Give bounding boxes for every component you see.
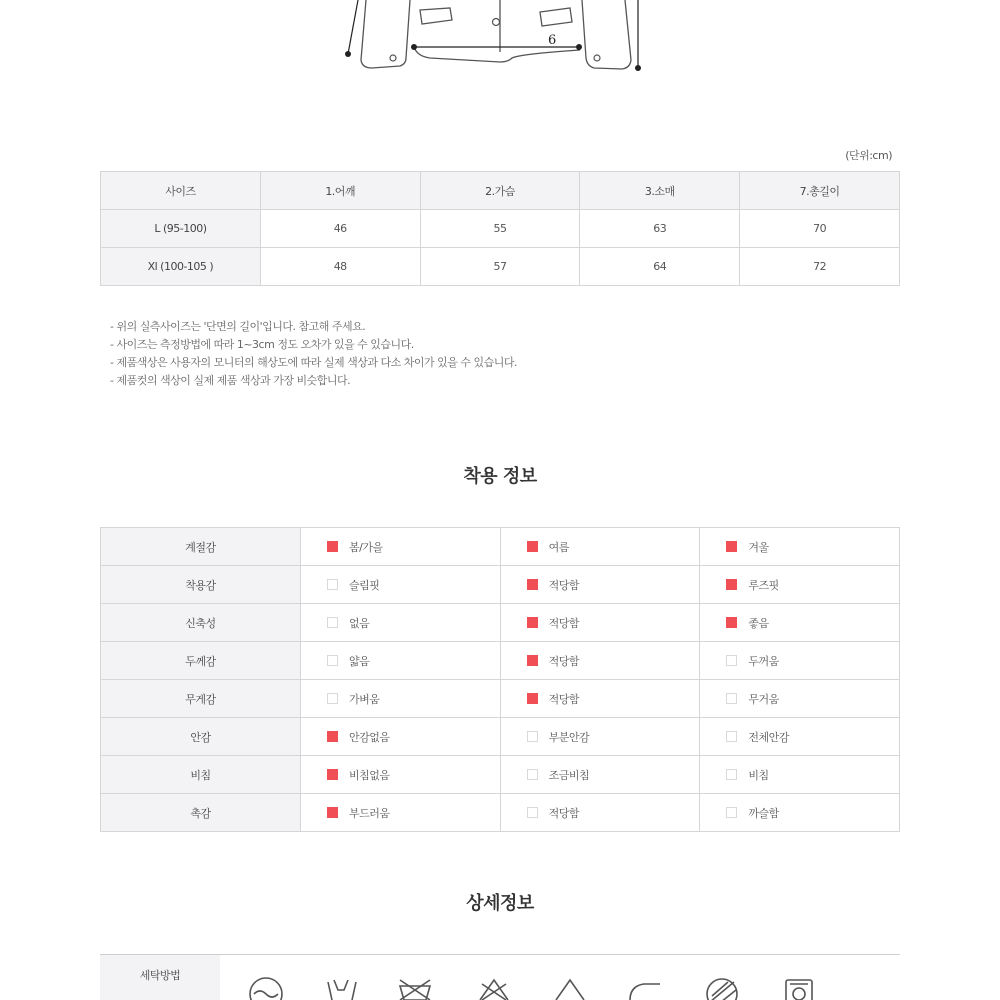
- button-top: [493, 19, 500, 26]
- tumble-dry-icon: [786, 980, 812, 1000]
- wear-option: [700, 642, 900, 680]
- unchecked-box-icon: [327, 617, 338, 628]
- table-row: [101, 604, 900, 642]
- wear-option: [301, 528, 501, 566]
- wear-option-label: 부분안감: [548, 730, 590, 744]
- wear-option: [500, 680, 700, 718]
- checked-box-icon: [527, 541, 538, 552]
- checked-box-icon: [327, 541, 338, 552]
- size-name: L (95-100): [101, 210, 261, 248]
- wear-option-label: 없음: [349, 616, 370, 630]
- wear-option-label: 두꺼움: [748, 654, 779, 668]
- no-dry-clean-icon: [707, 979, 737, 1000]
- wear-option-label: 가벼움: [349, 692, 380, 706]
- hem-measure-dot-right: [576, 44, 582, 50]
- size-name: Xl (100-105 ): [101, 248, 261, 286]
- unchecked-box-icon: [327, 579, 338, 590]
- wear-option: [301, 680, 501, 718]
- wear-attribute-label: 비침: [101, 756, 301, 794]
- unchecked-box-icon: [726, 769, 737, 780]
- wear-option: [700, 756, 900, 794]
- wear-option: [500, 718, 700, 756]
- wear-option-label: 루즈핏: [748, 578, 779, 592]
- size-notes: [110, 318, 517, 390]
- wear-option: [301, 794, 501, 832]
- checked-box-icon: [527, 693, 538, 704]
- wear-option-label: 비침없음: [349, 768, 390, 782]
- wear-attribute-label: 착용감: [101, 566, 301, 604]
- header-chest: 2.가슴: [420, 172, 580, 210]
- wear-option-label: 봄/가을: [349, 540, 383, 554]
- table-row: [101, 528, 900, 566]
- sleeve-measure-dot: [345, 51, 351, 57]
- checked-box-icon: [527, 617, 538, 628]
- wear-info-table: [100, 527, 900, 832]
- size-value: 48: [260, 248, 420, 286]
- no-wash-icon: [400, 980, 430, 1000]
- wear-option-label: 좋음: [748, 616, 769, 630]
- unchecked-box-icon: [726, 655, 737, 666]
- wear-option-label: 적당함: [548, 616, 580, 630]
- jacket-size-diagram: [0, 0, 1000, 90]
- wear-option: [700, 794, 900, 832]
- note-line: - 제품컷의 색상이 실제 제품 색상과 가장 비슷합니다.: [110, 374, 351, 387]
- unchecked-box-icon: [527, 769, 538, 780]
- checked-box-icon: [327, 731, 338, 742]
- wear-attribute-label: 안감: [101, 718, 301, 756]
- wear-option-label: 전체안감: [748, 730, 789, 744]
- checked-box-icon: [527, 655, 538, 666]
- wear-option: [700, 718, 900, 756]
- wear-attribute-label: 신축성: [101, 604, 301, 642]
- header-shoulder: 1.어깨: [260, 172, 420, 210]
- note-line: - 위의 실측사이즈는 '단면의 길이'입니다. 참고해 주세요.: [110, 320, 366, 333]
- wear-option: [500, 528, 700, 566]
- wear-option: [500, 794, 700, 832]
- unchecked-box-icon: [327, 655, 338, 666]
- wear-option-label: 여름: [548, 540, 569, 554]
- wear-option: [700, 680, 900, 718]
- size-value: 64: [580, 248, 740, 286]
- checked-box-icon: [726, 579, 737, 590]
- table-row: [101, 794, 900, 832]
- wear-attribute-label: 촉감: [101, 794, 301, 832]
- wear-option: [500, 642, 700, 680]
- wear-attribute-label: 계절감: [101, 528, 301, 566]
- note-line: - 제품색상은 사용자의 모니터의 해상도에 따라 실제 색상과 다소 차이가 있을 수 있습니다.: [110, 356, 517, 369]
- size-value: 57: [420, 248, 580, 286]
- wear-option: [500, 604, 700, 642]
- unchecked-box-icon: [527, 807, 538, 818]
- note-line: - 사이즈는 측정방법에 따라 1~3cm 정도 오차가 있을 수 있습니다.: [110, 338, 414, 351]
- wear-option: [500, 756, 700, 794]
- wear-attribute-label: 무게감: [101, 680, 301, 718]
- wear-option-label: 적당함: [548, 692, 580, 706]
- detail-info-title: 상세정보: [466, 893, 534, 914]
- wash-method-label: 세탁방법: [100, 955, 220, 1000]
- wear-option-label: 슬림핏: [349, 578, 380, 592]
- wear-option: [301, 642, 501, 680]
- table-row: [101, 642, 900, 680]
- care-icons: [220, 960, 900, 1000]
- wear-option-label: 비침: [748, 768, 769, 782]
- size-value: 55: [420, 210, 580, 248]
- hand-wash-icon: [250, 978, 282, 1000]
- unchecked-box-icon: [327, 693, 338, 704]
- size-value: 46: [260, 210, 420, 248]
- table-row: [101, 718, 900, 756]
- unchecked-box-icon: [527, 731, 538, 742]
- no-bleach-icon: [480, 980, 508, 1000]
- wear-option-label: 부드러움: [349, 806, 390, 820]
- table-row: [101, 680, 900, 718]
- detail-divider: [100, 954, 900, 955]
- checked-box-icon: [726, 617, 737, 628]
- wear-option: [700, 528, 900, 566]
- table-row: [101, 210, 900, 248]
- wear-option-label: 얇음: [349, 654, 370, 668]
- wear-option-label: 적당함: [548, 578, 580, 592]
- table-row: [101, 566, 900, 604]
- iron-icon: [630, 984, 660, 1000]
- wear-option-label: 겨울: [748, 540, 769, 554]
- size-value: 70: [740, 210, 900, 248]
- measure-number: 6: [548, 33, 557, 48]
- wear-option: [700, 566, 900, 604]
- size-value: 72: [740, 248, 900, 286]
- right-pocket-outline: [540, 8, 572, 26]
- wear-option-label: 적당함: [548, 654, 580, 668]
- checked-box-icon: [327, 807, 338, 818]
- sleeve-measure-line: [348, 0, 358, 54]
- hand-wash-bucket-icon: [328, 980, 356, 1000]
- right-sleeve-outline: [582, 0, 631, 69]
- header-size: 사이즈: [101, 172, 261, 210]
- wear-option: [301, 756, 501, 794]
- wear-info-title: 착용 정보: [463, 466, 537, 487]
- size-table-header-row: [101, 172, 900, 210]
- wear-option-label: 까슬함: [748, 806, 779, 820]
- header-length: 7.총길이: [740, 172, 900, 210]
- wear-option: [500, 566, 700, 604]
- left-pocket-outline: [420, 8, 452, 24]
- unit-label: (단위:cm): [845, 149, 892, 162]
- bleach-icon: [556, 980, 584, 1000]
- right-cuff-button: [594, 55, 600, 61]
- size-value: 63: [580, 210, 740, 248]
- wear-option-label: 무거움: [748, 692, 779, 706]
- wear-option: [700, 604, 900, 642]
- wear-option-label: 적당함: [548, 806, 580, 820]
- unchecked-box-icon: [726, 807, 737, 818]
- unchecked-box-icon: [726, 693, 737, 704]
- wear-option-label: 안감없음: [349, 730, 390, 744]
- unchecked-box-icon: [726, 731, 737, 742]
- length-measure-dot: [635, 65, 641, 71]
- wear-option-label: 조금비침: [548, 768, 590, 782]
- checked-box-icon: [726, 541, 737, 552]
- left-cuff-button: [390, 55, 396, 61]
- hem-measure-dot-left: [411, 44, 417, 50]
- header-sleeve: 3.소매: [580, 172, 740, 210]
- left-sleeve-outline: [361, 0, 410, 68]
- hem-outline: [414, 46, 580, 62]
- wear-attribute-label: 두께감: [101, 642, 301, 680]
- table-row: [101, 756, 900, 794]
- table-row: [101, 248, 900, 286]
- wear-option: [301, 566, 501, 604]
- wear-option: [301, 604, 501, 642]
- checked-box-icon: [527, 579, 538, 590]
- size-table: [100, 171, 900, 286]
- checked-box-icon: [327, 769, 338, 780]
- wear-option: [301, 718, 501, 756]
